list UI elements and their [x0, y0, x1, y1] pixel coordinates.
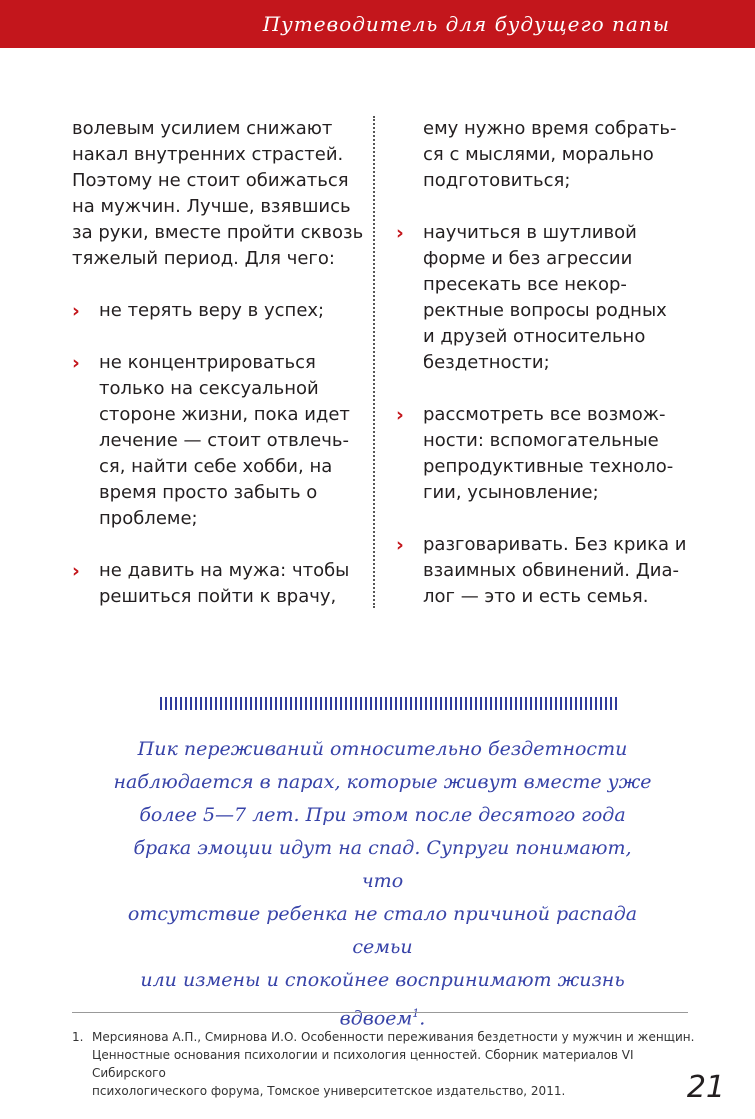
text-line: решиться пойти к врачу,	[99, 586, 337, 607]
column-divider	[373, 116, 375, 608]
text-line: не давить на мужа: чтобы	[99, 560, 350, 581]
running-header-title: Путеводитель для будущего папы	[262, 12, 670, 36]
quote-line: или измены и спокойнее воспринимают жизнь вдвоем	[140, 969, 625, 1030]
text-line: тяжелый период. Для чего:	[72, 248, 335, 269]
chevron-bullet-icon: ›	[72, 300, 80, 322]
footnote-text	[92, 1028, 702, 1100]
text-line: ся, найти себе хобби, на	[99, 456, 333, 477]
quote-line: брака эмоции идут на спад. Супруги понимают, что	[133, 837, 632, 892]
text-line: лечение — стоит отвлечь-	[99, 430, 349, 451]
intro-paragraph	[72, 116, 372, 272]
footnote-line: Ценностные основания психологии и психология ценностей. Сборник материалов VI Сибирского	[92, 1048, 634, 1080]
text-line: пресекать все некор-	[423, 274, 627, 295]
chevron-bullet-icon: ›	[396, 404, 404, 426]
page-number: 21	[686, 1070, 725, 1105]
list-item	[396, 402, 696, 506]
list-item	[72, 298, 372, 324]
pull-quote	[110, 733, 655, 1035]
text-line: время просто забыть о	[99, 482, 318, 503]
chevron-bullet-icon: ›	[72, 560, 80, 582]
quote-decorative-rule	[160, 697, 618, 710]
text-line: проблеме;	[99, 508, 198, 529]
text-line: рассмотреть все возмож-	[423, 404, 666, 425]
text-line: за руки, вместе пройти сквозь	[72, 222, 364, 243]
footnote-number: 1.	[72, 1030, 84, 1044]
text-line: ся с мыслями, морально	[423, 144, 654, 165]
list-item	[396, 532, 696, 610]
quote-period: .	[419, 1007, 426, 1030]
list-item	[396, 220, 696, 376]
text-line: не терять веру в успех;	[99, 300, 325, 321]
quote-line: Пик переживаний относительно бездетности	[137, 738, 628, 760]
text-line: разговаривать. Без крика и	[423, 534, 687, 555]
quote-line: отсутствие ребенка не стало причиной распада семьи	[127, 903, 638, 958]
footnote	[72, 1028, 702, 1100]
text-line: стороне жизни, пока идет	[99, 404, 350, 425]
text-line: ности: вспомогательные	[423, 430, 659, 451]
continuation-paragraph	[396, 116, 696, 194]
quote-line: наблюдается в парах, которые живут вместе уже	[113, 771, 652, 793]
footnote-rule	[72, 1012, 688, 1013]
text-line: научиться в шутливой	[423, 222, 637, 243]
list-item	[72, 350, 372, 532]
chevron-bullet-icon: ›	[396, 222, 404, 244]
footnote-line: Мерсиянова А.П., Смирнова И.О. Особенности переживания бездетности у мужчин и женщин.	[92, 1030, 695, 1044]
text-line: на мужчин. Лучше, взявшись	[72, 196, 351, 217]
text-line: форме и без агрессии	[423, 248, 633, 269]
text-line: накал внутренних страстей.	[72, 144, 344, 165]
left-column	[72, 116, 372, 610]
footnote-line: психологического форума, Томское университетское издательство, 2011.	[92, 1084, 566, 1098]
text-line: только на сексуальной	[99, 378, 319, 399]
text-line: волевым усилием снижают	[72, 118, 333, 139]
text-line: и друзей относительно	[423, 326, 646, 347]
chevron-bullet-icon: ›	[396, 534, 404, 556]
text-line: репродуктивные техноло-	[423, 456, 674, 477]
text-line: бездетности;	[423, 352, 550, 373]
text-line: лог — это и есть семья.	[423, 586, 649, 607]
text-line: ректные вопросы родных	[423, 300, 667, 321]
text-line: Поэтому не стоит обижаться	[72, 170, 349, 191]
list-item	[72, 558, 372, 610]
text-line: подготовиться;	[423, 170, 571, 191]
header-band	[0, 0, 755, 48]
chevron-bullet-icon: ›	[72, 352, 80, 374]
text-line: не концентрироваться	[99, 352, 316, 373]
text-line: ему нужно время собрать-	[423, 118, 677, 139]
right-column	[396, 116, 696, 610]
text-line: взаимных обвинений. Диа-	[423, 560, 679, 581]
text-line: гии, усыновление;	[423, 482, 599, 503]
footnote-reference: 1	[412, 1007, 420, 1020]
quote-line: более 5—7 лет. При этом после десятого года	[139, 804, 626, 826]
